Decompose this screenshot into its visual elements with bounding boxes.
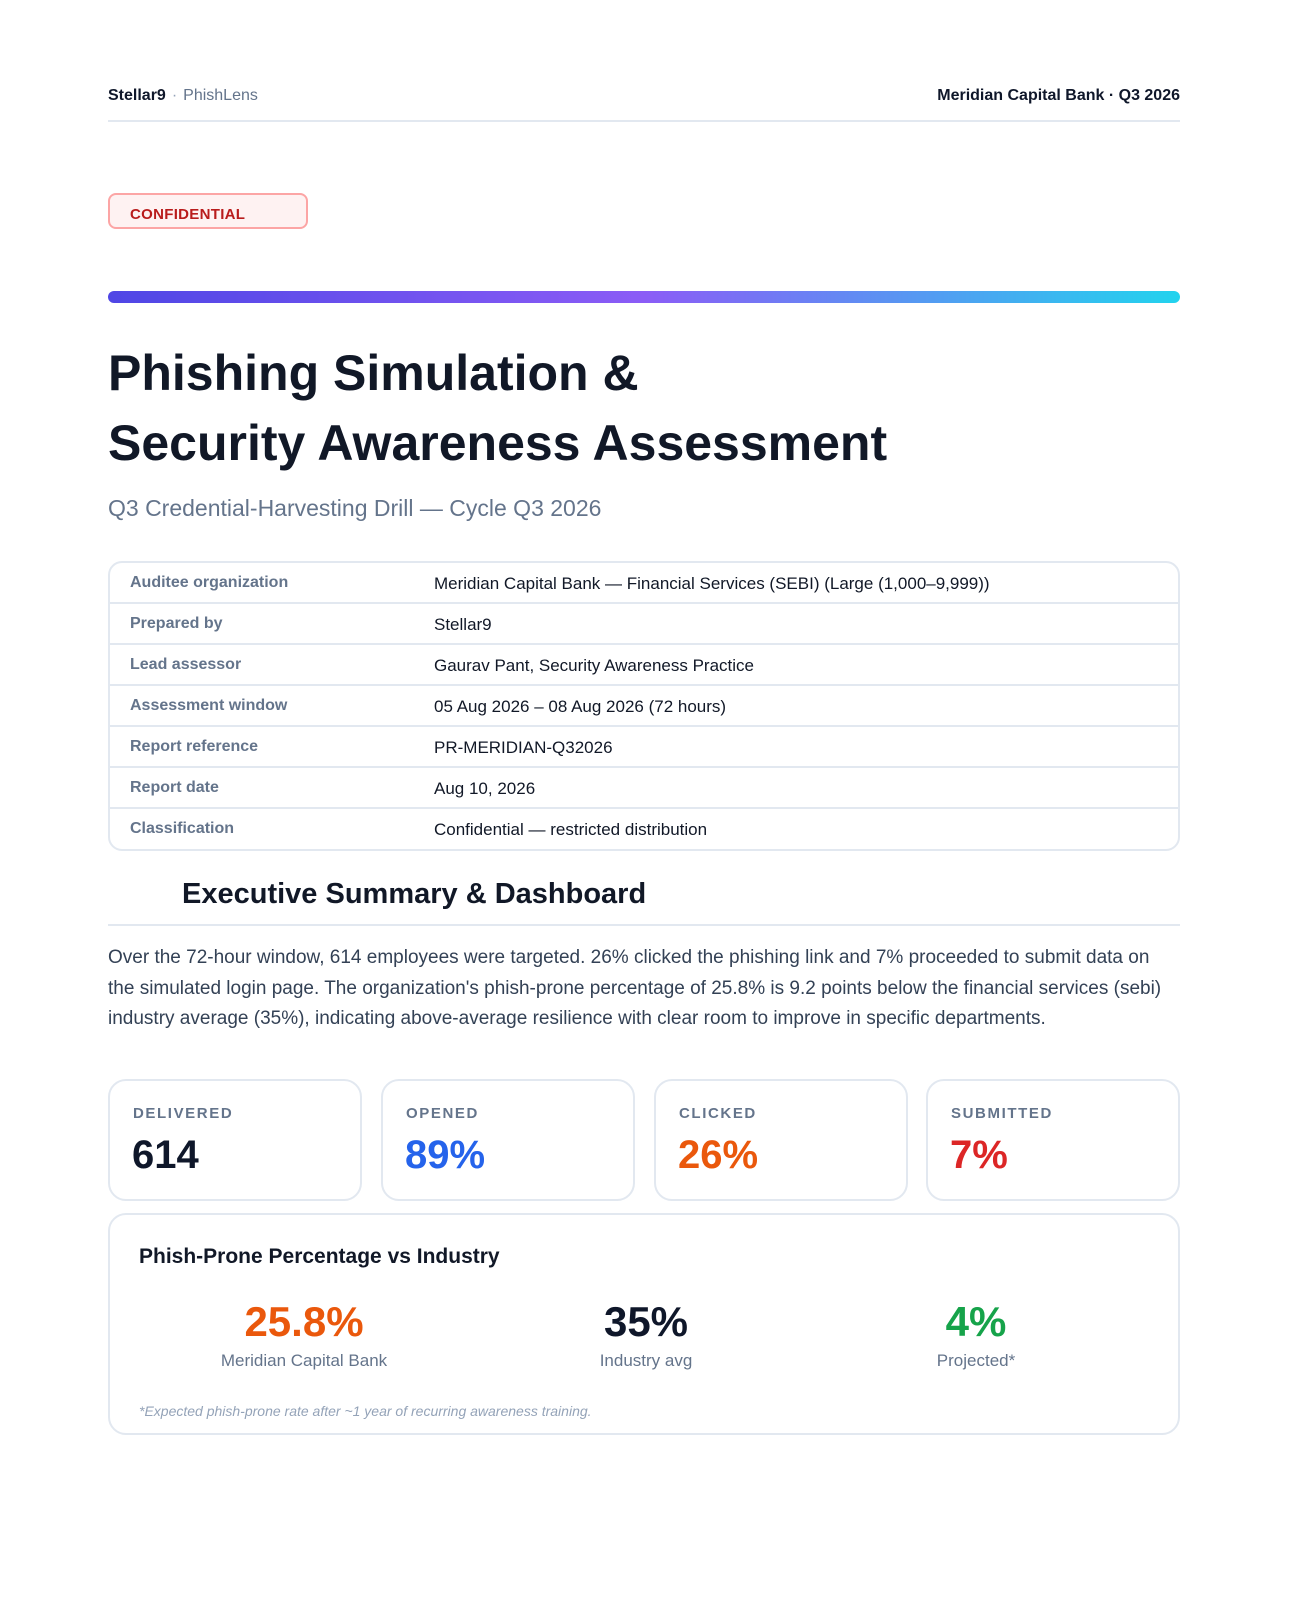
- meta-value: 05 Aug 2026 – 08 Aug 2026 (72 hours): [434, 697, 727, 716]
- report-subtitle: Q3 Credential-Harvesting Drill — Cycle Q3 2026: [108, 495, 602, 521]
- meta-value: Confidential — restricted distribution: [434, 820, 708, 839]
- confidential-badge: CONFIDENTIAL: [108, 193, 308, 229]
- meta-row: [110, 768, 1178, 809]
- phish-prone-label: Projected*: [936, 1351, 1016, 1370]
- meta-row: [110, 809, 1178, 849]
- meta-label: Lead assessor: [130, 656, 242, 673]
- section-title: Executive Summary & Dashboard: [182, 878, 647, 910]
- stat-value: 26%: [678, 1133, 759, 1177]
- accent-bar: [108, 291, 1180, 303]
- stat-card-opened: [381, 1079, 635, 1201]
- title-line-1: Phishing Simulation &: [108, 345, 639, 401]
- meta-label: Classification: [130, 820, 235, 837]
- phish-prone-value: 25.8%: [244, 1298, 364, 1345]
- stat-label: DELIVERED: [133, 1105, 234, 1122]
- phish-prone-panel: [108, 1213, 1180, 1435]
- stat-card-submitted: [926, 1079, 1180, 1201]
- stat-value: 7%: [950, 1133, 1008, 1177]
- stat-label: SUBMITTED: [951, 1105, 1053, 1122]
- stat-card-clicked: [654, 1079, 908, 1201]
- client-period: Meridian Capital Bank · Q3 2026: [937, 87, 1180, 104]
- phish-prone-value: 35%: [603, 1298, 689, 1345]
- brand-line: [108, 86, 258, 106]
- meta-label: Report date: [130, 779, 219, 796]
- stat-card-delivered: [108, 1079, 362, 1201]
- meta-value: Meridian Capital Bank — Financial Services (SEBI) (Large (1,000–9,999)): [434, 574, 990, 593]
- metadata-table: [108, 561, 1180, 851]
- brand-name: Stellar9: [108, 87, 166, 104]
- meta-label: Prepared by: [130, 615, 223, 632]
- meta-row: [110, 645, 1178, 686]
- brand-separator: ·: [171, 87, 178, 104]
- meta-row: [110, 727, 1178, 768]
- phish-prone-org: [154, 1297, 454, 1371]
- phish-prone-value: 4%: [945, 1298, 1007, 1345]
- stat-label: CLICKED: [679, 1105, 757, 1122]
- meta-label: Report reference: [130, 738, 259, 755]
- meta-row: [110, 604, 1178, 645]
- meta-row: [110, 686, 1178, 727]
- phish-prone-industry: [496, 1297, 796, 1371]
- executive-summary-text: Over the 72-hour window, 614 employees were targeted. 26% clicked the phishing link and 7% proceeded to submit data on the simulated login page. The organization's phish-prone percentage of 25.8% is 9.2 points below the financial services (sebi) industry average (35%), indicating above-average resilience with clear room to improve in specific departments.: [108, 947, 1162, 1029]
- stat-label: OPENED: [406, 1105, 479, 1122]
- stat-value: 614: [132, 1133, 199, 1177]
- report-header: [108, 86, 1180, 122]
- phish-prone-title: Phish-Prone Percentage vs Industry: [139, 1245, 500, 1268]
- meta-label: Assessment window: [130, 697, 288, 714]
- phish-prone-label: Meridian Capital Bank: [220, 1351, 388, 1370]
- product-name: PhishLens: [183, 87, 258, 104]
- phish-prone-footnote: *Expected phish-prone rate after ~1 year of recurring awareness training.: [139, 1403, 592, 1419]
- stat-value: 89%: [405, 1133, 486, 1177]
- section-heading: [108, 872, 1180, 926]
- meta-label: Auditee organization: [130, 574, 289, 591]
- meta-value: Gaurav Pant, Security Awareness Practice: [434, 656, 755, 675]
- meta-value: Stellar9: [434, 615, 492, 634]
- meta-value: Aug 10, 2026: [434, 779, 536, 798]
- title-line-2: Security Awareness Assessment: [108, 415, 888, 471]
- meta-value: PR-MERIDIAN-Q32026: [434, 738, 613, 757]
- report-title: [108, 338, 1180, 478]
- phish-prone-label: Industry avg: [599, 1351, 693, 1370]
- phish-prone-projected: [826, 1297, 1126, 1371]
- meta-row: [110, 563, 1178, 604]
